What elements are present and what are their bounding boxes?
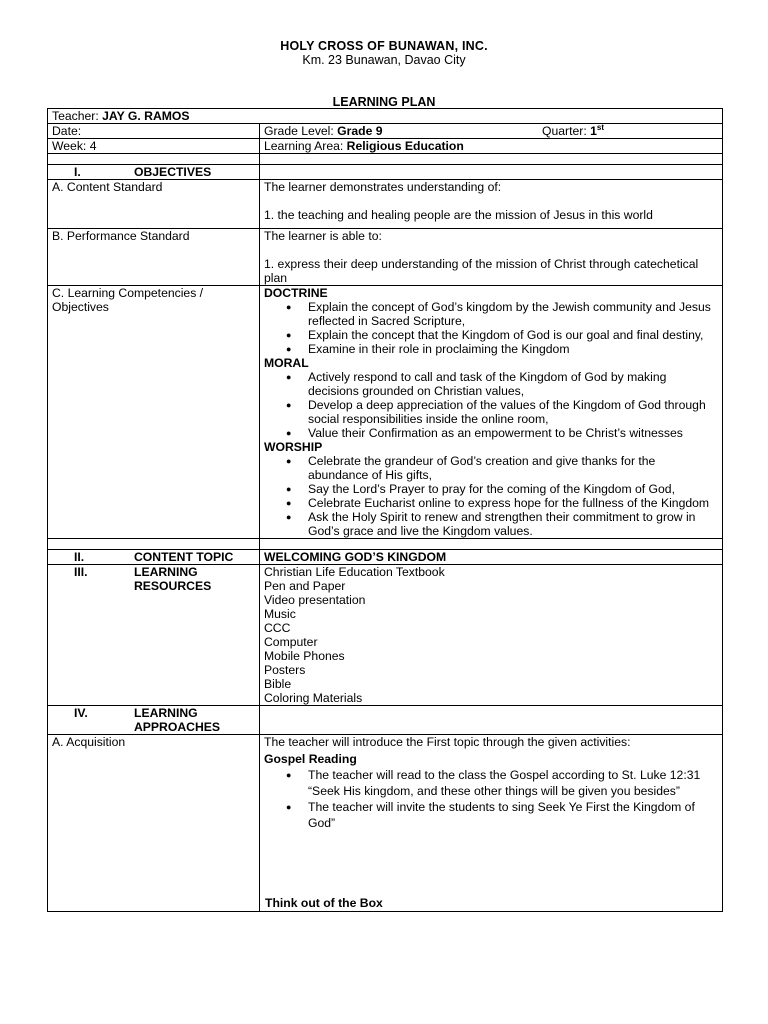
list-item: ● Explain the concept that the Kingdom of God is our goal and final destiny, [308,328,718,342]
plan-title: LEARNING PLAN [332,95,436,109]
area-value: Religious Education [346,139,464,153]
list-item: CCC [264,621,291,635]
week-row [48,139,723,154]
acquisition-intro: The teacher will introduce the First topic through the given activities: [264,735,631,749]
content-standard-item: 1. the teaching and healing people are the mission of Jesus in this world [264,208,653,222]
performance-standard-row [48,229,723,286]
learning-plan-table [47,108,723,912]
resources-row [48,565,723,706]
list-item: Mobile Phones [264,649,345,663]
content-standard-label: A. Content Standard [52,180,163,194]
objectives-header-row [48,165,723,180]
think-title: Think out of the Box [265,896,383,910]
list-item: Christian Life Education Textbook [264,565,445,579]
moral-list [264,370,718,440]
gospel-title: Gospel Reading [264,752,357,766]
grade-label: Grade Level: [264,124,334,138]
content-standard-row [48,180,723,229]
resources-list [260,565,723,706]
performance-standard-item: 1. express their deep understanding of the mission of Christ through catechetical plan [264,257,699,285]
list-item: ● Actively respond to call and task of the Kingdom of God by making decisions grounded on Christian values, [308,370,718,398]
competencies-label: C. Learning Competencies / [52,286,204,300]
approaches-roman: IV. [74,706,88,720]
doctrine-list [264,300,718,356]
doctrine-title: DOCTRINE [264,286,328,300]
list-item: ● Ask the Holy Spirit to renew and strengthen their commitment to grow in God’s grace and live the Kingdom values. [308,510,718,538]
content-topic-value: WELCOMING GOD’S KINGDOM [260,550,723,565]
performance-standard-label: B. Performance Standard [52,229,190,243]
approaches-row [48,706,723,735]
list-item: ● Examine in their role in proclaiming the Kingdom [308,342,718,356]
list-item: Music [264,607,296,621]
teacher-label: Teacher: [52,109,99,123]
list-item: Bible [264,677,292,691]
list-item: ● Celebrate the grandeur of God’s creation and give thanks for the abundance of His gifts, [308,454,718,482]
resources-title-2: RESOURCES [134,579,212,593]
gospel-list [264,767,718,831]
list-item: Computer [264,635,318,649]
resources-title: LEARNING [134,565,198,579]
competencies-row [48,286,723,539]
date-row [48,124,723,139]
date-label: Date: [52,124,82,138]
area-label: Learning Area: [264,139,344,153]
worship-title: WORSHIP [264,440,323,454]
worship-list [264,454,718,538]
list-item: Coloring Materials [264,691,363,705]
list-item: ● Celebrate Eucharist online to express hope for the fullness of the Kingdom [308,496,718,510]
content-topic-row [48,550,723,565]
week-label: Week: 4 [52,139,97,153]
school-address: Km. 23 Bunawan, Davao City [302,53,466,67]
competencies-label-2: Objectives [52,300,109,314]
resources-roman: III. [74,565,88,579]
content-topic-title: CONTENT TOPIC [134,550,234,564]
objectives-title: OBJECTIVES [134,165,212,179]
quarter-value: 1st [590,123,605,138]
list-item: ● The teacher will invite the students to sing Seek Ye First the Kingdom of God” [308,799,718,831]
list-item: ● Develop a deep appreciation of the values of the Kingdom of God through social responsibilities inside the online room, [308,398,718,426]
performance-standard-intro: The learner is able to: [264,229,382,243]
content-standard-intro: The learner demonstrates understanding of: [264,180,502,194]
quarter-label: Quarter: [542,124,587,138]
objectives-roman: I. [74,165,81,179]
list-item: Video presentation [264,593,366,607]
moral-title: MORAL [264,356,309,370]
list-item: ● Value their Confirmation as an empowerment to be Christ’s witnesses [308,426,718,440]
acquisition-label: A. Acquisition [52,735,126,749]
acquisition-row [48,735,723,912]
approaches-title: LEARNING [134,706,198,720]
content-topic-roman: II. [74,550,85,564]
date-cell [48,124,260,139]
approaches-title-2: APPROACHES [134,720,221,734]
list-item: Pen and Paper [264,579,346,593]
list-item: ● Say the Lord’s Prayer to pray for the coming of the Kingdom of God, [308,482,718,496]
list-item: ● The teacher will read to the class the Gospel according to St. Luke 12:31 “Seek His kingdom, and these other things will be given you besides” [308,767,718,799]
teacher-name: JAY G. RAMOS [102,109,190,123]
list-item: ● Explain the concept of God’s kingdom by the Jewish community and Jesus reflected in Sacred Scripture, [308,300,718,328]
grade-value: Grade 9 [337,124,383,138]
school-name: HOLY CROSS OF BUNAWAN, INC. [280,39,488,53]
list-item: Posters [264,663,306,677]
teacher-row [48,109,723,124]
